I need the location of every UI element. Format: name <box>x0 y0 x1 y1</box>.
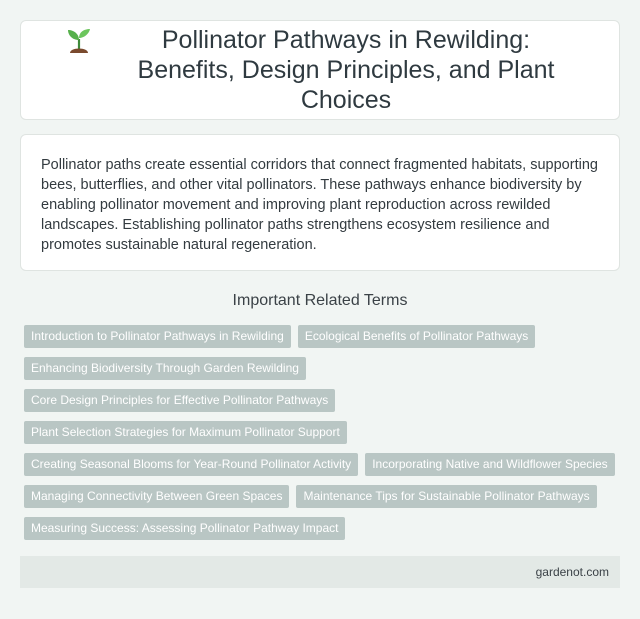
term-row <box>24 389 624 412</box>
term-row <box>24 421 624 444</box>
intro-paragraph: Pollinator paths create essential corridors that connect fragmented habitats, supporting bees, butterflies, and other vital pollinators. These pathways enhance biodiversity by enabling pollinator movement and improving plant reproduction across rewilded landscapes. Establishing pollinator paths strengthens ecosystem resilience and promotes sustainable natural regeneration. <box>41 157 598 253</box>
term-tag[interactable]: Plant Selection Strategies for Maximum Pollinator Support <box>24 421 347 444</box>
term-tag[interactable]: Core Design Principles for Effective Pollinator Pathways <box>24 389 335 412</box>
term-tag[interactable]: Creating Seasonal Blooms for Year-Round Pollinator Activity <box>24 453 358 476</box>
term-tag[interactable]: Enhancing Biodiversity Through Garden Rewilding <box>24 357 306 380</box>
term-tag[interactable]: Introduction to Pollinator Pathways in Rewilding <box>24 325 291 348</box>
term-row <box>24 517 624 540</box>
term-tag[interactable]: Ecological Benefits of Pollinator Pathways <box>298 325 535 348</box>
term-tag[interactable]: Measuring Success: Assessing Pollinator Pathway Impact <box>24 517 345 540</box>
page-title: Pollinator Pathways in Rewilding: Benefits, Design Principles, and Plant Choices <box>137 26 555 114</box>
term-tag[interactable]: Managing Connectivity Between Green Spaces <box>24 485 289 508</box>
term-tag[interactable]: Maintenance Tips for Sustainable Pollinator Pathways <box>296 485 596 508</box>
title-card <box>20 20 620 120</box>
footer-site-link[interactable]: gardenot.com <box>535 565 609 579</box>
intro-card <box>20 134 620 271</box>
footer <box>20 556 620 588</box>
related-terms-list <box>24 325 624 549</box>
sprout-icon <box>59 21 99 61</box>
title-wrap <box>59 25 581 115</box>
related-terms-heading: Important Related Terms <box>232 292 408 309</box>
term-row <box>24 325 624 348</box>
term-row <box>24 357 624 380</box>
term-row <box>24 453 624 476</box>
term-tag[interactable]: Incorporating Native and Wildflower Species <box>365 453 614 476</box>
term-row <box>24 485 624 508</box>
